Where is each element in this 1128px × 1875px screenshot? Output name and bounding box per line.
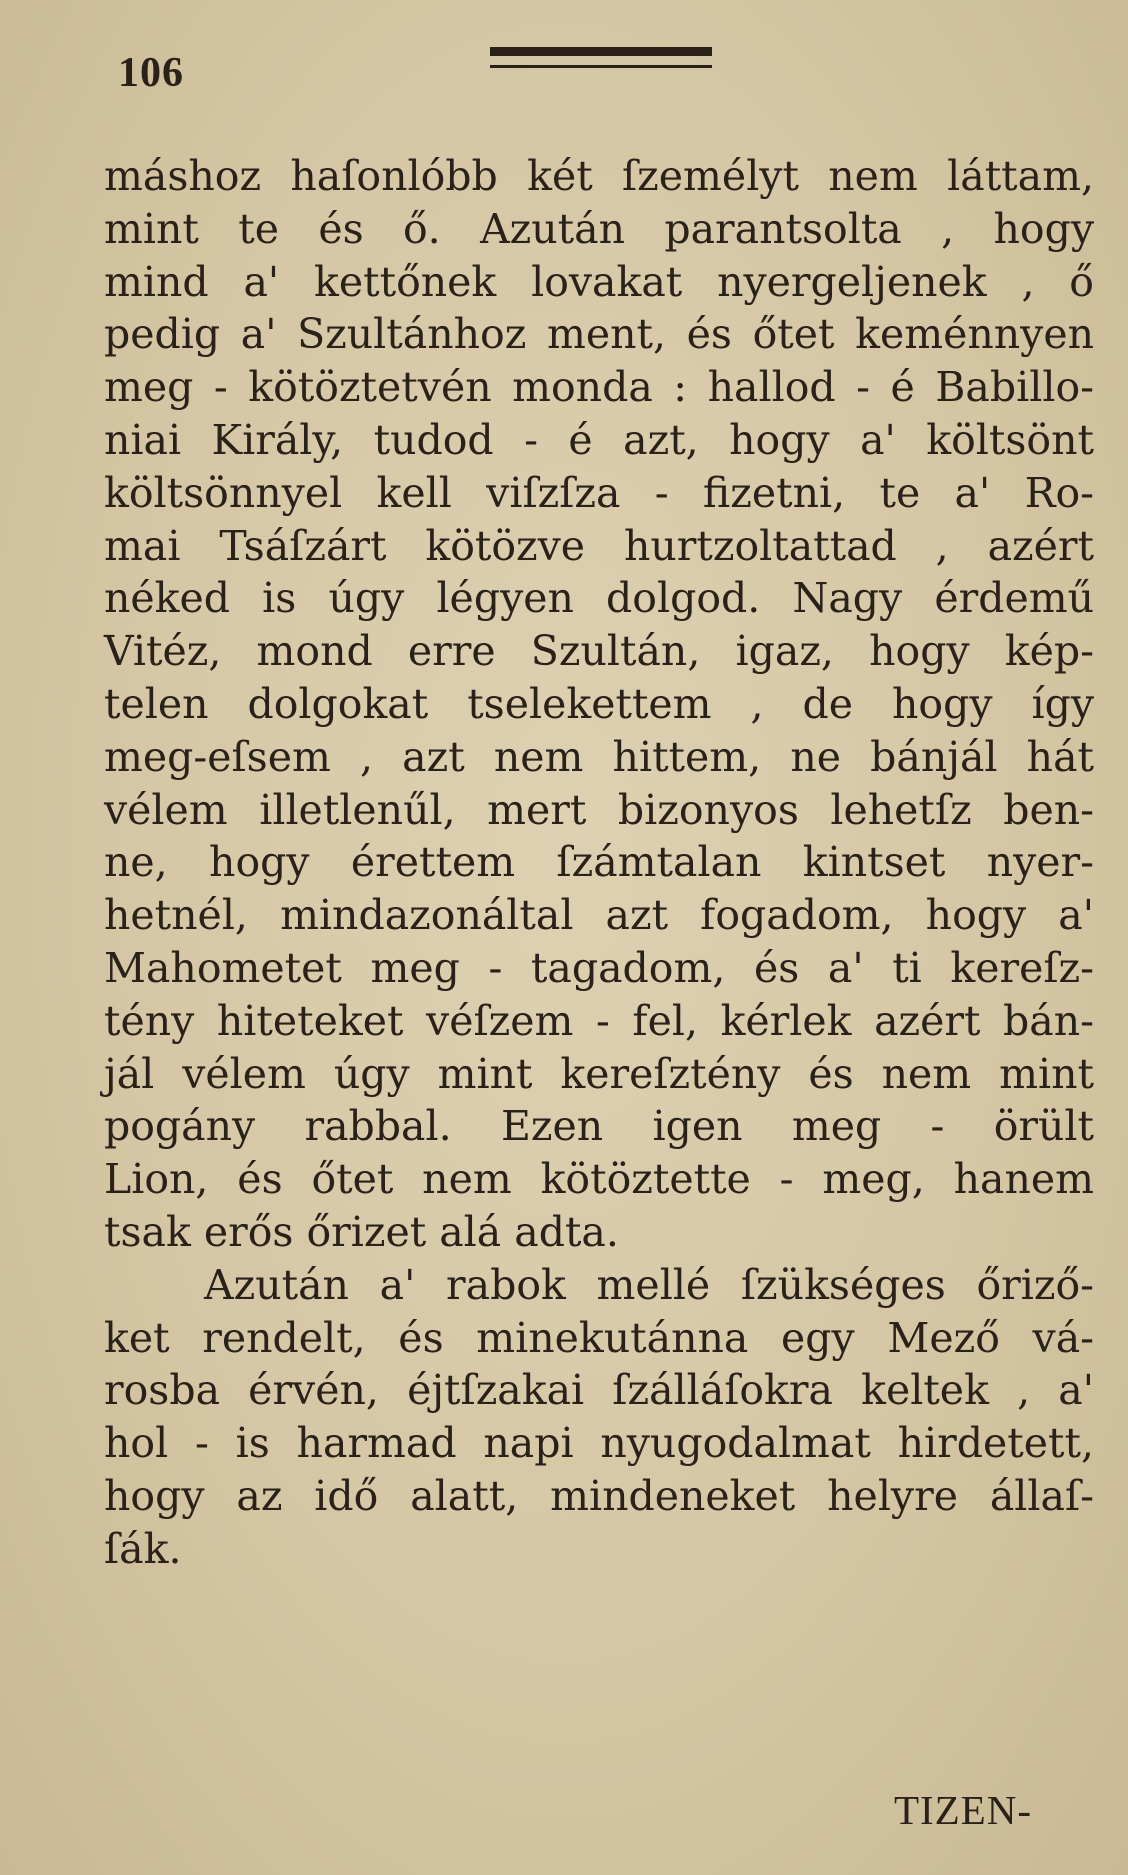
catchword: TIZEN- — [893, 1787, 1032, 1833]
text-line: hol - is harmad napi nyugodalmat hirdetett, — [104, 1419, 1094, 1468]
page-number: 106 — [118, 50, 184, 96]
text-line: telen dolgokat tselekettem , de hogy így — [104, 679, 1094, 728]
header-rule-thick — [490, 47, 712, 56]
text-line: ne, hogy érettem ſzámtalan kintset nyer- — [104, 838, 1094, 887]
text-line: Mahometet meg - tagadom, és a' ti kereſz- — [104, 943, 1094, 992]
text-line: pedig a' Szultánhoz ment, és őtet keménnyen — [104, 310, 1094, 359]
text-line: jál vélem úgy mint kereſztény és nem mint — [104, 1049, 1094, 1098]
text-line: ket rendelt, és minekutánna egy Mező vá- — [104, 1313, 1094, 1362]
text-line: Lion, és őtet nem kötöztette - meg, hanem — [104, 1155, 1094, 1204]
header-rule-thin — [490, 65, 712, 68]
text-line: ſák. — [104, 1524, 182, 1573]
text-line: néked is úgy légyen dolgod. Nagy érdemű — [104, 574, 1094, 623]
text-line: rosba érvén, éjtſzakai ſzálláſokra keltek , a' — [104, 1366, 1094, 1415]
text-line: vélem illetlenűl, mert bizonyos lehetſz ben- — [104, 785, 1094, 834]
text-line: tsak erős őrizet alá adta. — [104, 1207, 619, 1256]
text-line: Vitéz, mond erre Szultán, igaz, hogy kép- — [104, 627, 1094, 676]
text-line: meg - kötöztetvén monda : hallod - é Babillo- — [104, 363, 1094, 412]
text-line: niai Király, tudod - é azt, hogy a' költsönt — [104, 415, 1094, 464]
text-line: költsönnyel kell viſzſza - fizetni, te a' Ro- — [104, 468, 1094, 517]
text-line: hogy az idő alatt, mindeneket helyre állaſ- — [104, 1471, 1094, 1520]
text-line: hetnél, mindazonáltal azt fogadom, hogy a' — [104, 891, 1094, 940]
text-line: mai Tsáſzárt kötözve hurtzoltattad , azért — [104, 521, 1094, 570]
text-line: mint te és ő. Azután parantsolta , hogy — [104, 204, 1094, 253]
text-line-paragraph-start: Azután a' rabok mellé ſzükséges őriző- — [204, 1260, 1094, 1309]
text-line: pogány rabbal. Ezen igen meg - örült — [104, 1102, 1094, 1151]
text-line: tény hiteteket véſzem - fel, kérlek azért bán- — [104, 996, 1094, 1045]
text-line: meg-eſsem , azt nem hittem, ne bánjál hát — [104, 732, 1094, 781]
text-line: máshoz haſonlóbb két ſzemélyt nem láttam, — [104, 152, 1094, 200]
body-text — [104, 150, 1094, 1576]
text-line: mind a' kettőnek lovakat nyergeljenek , ő — [104, 257, 1094, 306]
